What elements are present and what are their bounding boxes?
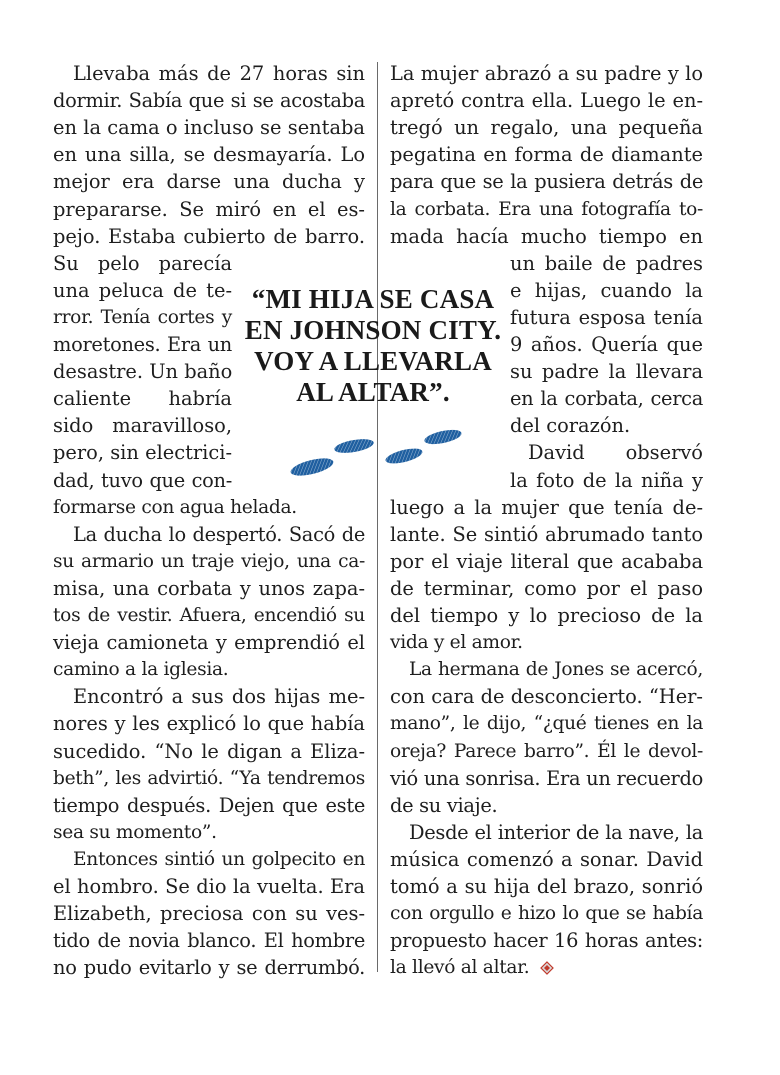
text-line: música comenzó a sonar. David [390,847,703,871]
text-line: David observó [528,441,703,465]
text-line: de su viaje. [390,793,498,817]
text-line: mada hacía mucho tiempo en [390,224,703,248]
text-line: mano”, le dijo, “¿qué tienes en la [390,713,703,735]
text-line: formarse con agua helada. [53,496,297,518]
text-line: su armario un traje viejo, una ca- [53,550,365,572]
text-line: sido maravilloso, [53,414,232,438]
text-line: Su pelo parecía [53,251,232,275]
pull-quote-line: “MI HIJA SE CASA [251,284,495,314]
text-line: La ducha lo despertó. Sacó de [73,522,365,546]
end-mark-icon [540,961,554,975]
text-line: tregó un regalo, una pequeña [390,116,703,140]
text-line: Encontró a sus dos hijas me- [73,685,365,709]
text-line: pejo. Estaba cubierto de barro. [53,224,365,248]
text-line: vieja camioneta y emprendió el [53,631,365,655]
text-line: en la corbata, cerca [510,387,703,411]
pull-quote [244,284,502,408]
text-line: un baile de padres [510,251,703,275]
pull-quote-line: VOY A LLEVARLA [254,346,492,376]
text-line: nores y les explicó lo que había [53,712,365,736]
text-line: e hijas, cuando la [510,278,703,302]
text-line: oreja? Parece barro”. Él le devol- [390,740,703,762]
text-line: sucedido. “No le digan a Eliza- [53,739,365,763]
text-line: dormir. Sabía que si se acostaba [53,89,365,113]
text-line: vida y el amor. [390,632,523,654]
text-line: moretones. Era un [53,333,232,356]
text-line: beth”, les advirtió. “Ya tendremos [53,767,365,789]
text-line: en una silla, se desmayaría. Lo [53,143,365,167]
text-line: por el viaje literal que acababa [390,549,703,573]
text-line: futura esposa tenía [510,305,703,329]
text-line: La mujer abrazó a su padre y lo [390,62,703,85]
text-line: mejor era darse una ducha y [53,170,365,194]
text-line: la foto de la niña y [510,468,703,492]
text-line: Entonces sintió un golpecito en [73,848,365,870]
text-line: rror. Tenía cortes y [53,306,232,328]
text-line: tiempo después. Dejen que este [53,793,365,817]
text-line: luego a la mujer que tenía de- [390,495,703,519]
text-line: caliente habría [53,387,232,411]
text-line: misa, una corbata y unos zapa- [53,576,365,600]
text-line: pegatina en forma de diamante [390,143,703,167]
footprints-icon [283,425,473,483]
text-line: sea su momento”. [53,821,217,843]
text-line: su padre la llevara [510,360,703,384]
text-line: La hermana de Jones se acercó, [409,659,703,681]
text-line: del corazón. [510,414,631,438]
text-line: el hombro. Se dio la vuelta. Era [53,875,365,898]
text-line: de terminar, como por el paso [390,576,703,600]
text-line: lante. Se sintió abrumado tanto [390,522,703,546]
text-line: dad, tuvo que con- [53,468,232,492]
text-line: Desde el interior de la nave, la [409,820,703,844]
text-line: la corbata. Era una fotografía to- [390,198,703,220]
text-line: para que se la pusiera detrás de [390,170,703,194]
text-line: con cara de desconcierto. “Her- [390,685,703,709]
text-line: prepararse. Se miró en el es- [53,197,365,221]
pull-quote-line: EN JOHNSON CITY. [244,315,502,345]
text-line: desastre. Un baño [53,360,233,384]
text-line: la llevó al altar. [390,957,530,979]
text-line: apretó contra ella. Luego le en- [390,89,703,113]
text-line: tos de vestir. Afuera, encendió su [53,605,365,626]
text-line: propuesto hacer 16 horas antes: [390,929,703,953]
text-line: Llevaba más de 27 horas sin [73,62,365,85]
text-line: del tiempo y lo precioso de la [390,604,703,627]
text-line: vió una sonrisa. Era un recuerdo [390,766,703,790]
column-divider [377,62,378,972]
text-line: pero, sin electrici- [53,441,232,465]
text-line: una peluca de te- [53,278,232,302]
text-line: tido de novia blanco. El hombre [53,929,365,953]
text-line: Elizabeth, preciosa con su ves- [53,902,365,926]
text-line: camino a la iglesia. [53,659,229,681]
text-line: no pudo evitarlo y se derrumbó. [53,956,365,980]
text-line: con orgullo e hizo lo que se había [390,903,703,925]
text-line: en la cama o incluso se sentaba [53,116,365,140]
pull-quote-line: AL ALTAR”. [296,377,450,407]
text-line: tomó a su hija del brazo, sonrió [390,875,703,898]
text-line: 9 años. Quería que [510,333,703,356]
